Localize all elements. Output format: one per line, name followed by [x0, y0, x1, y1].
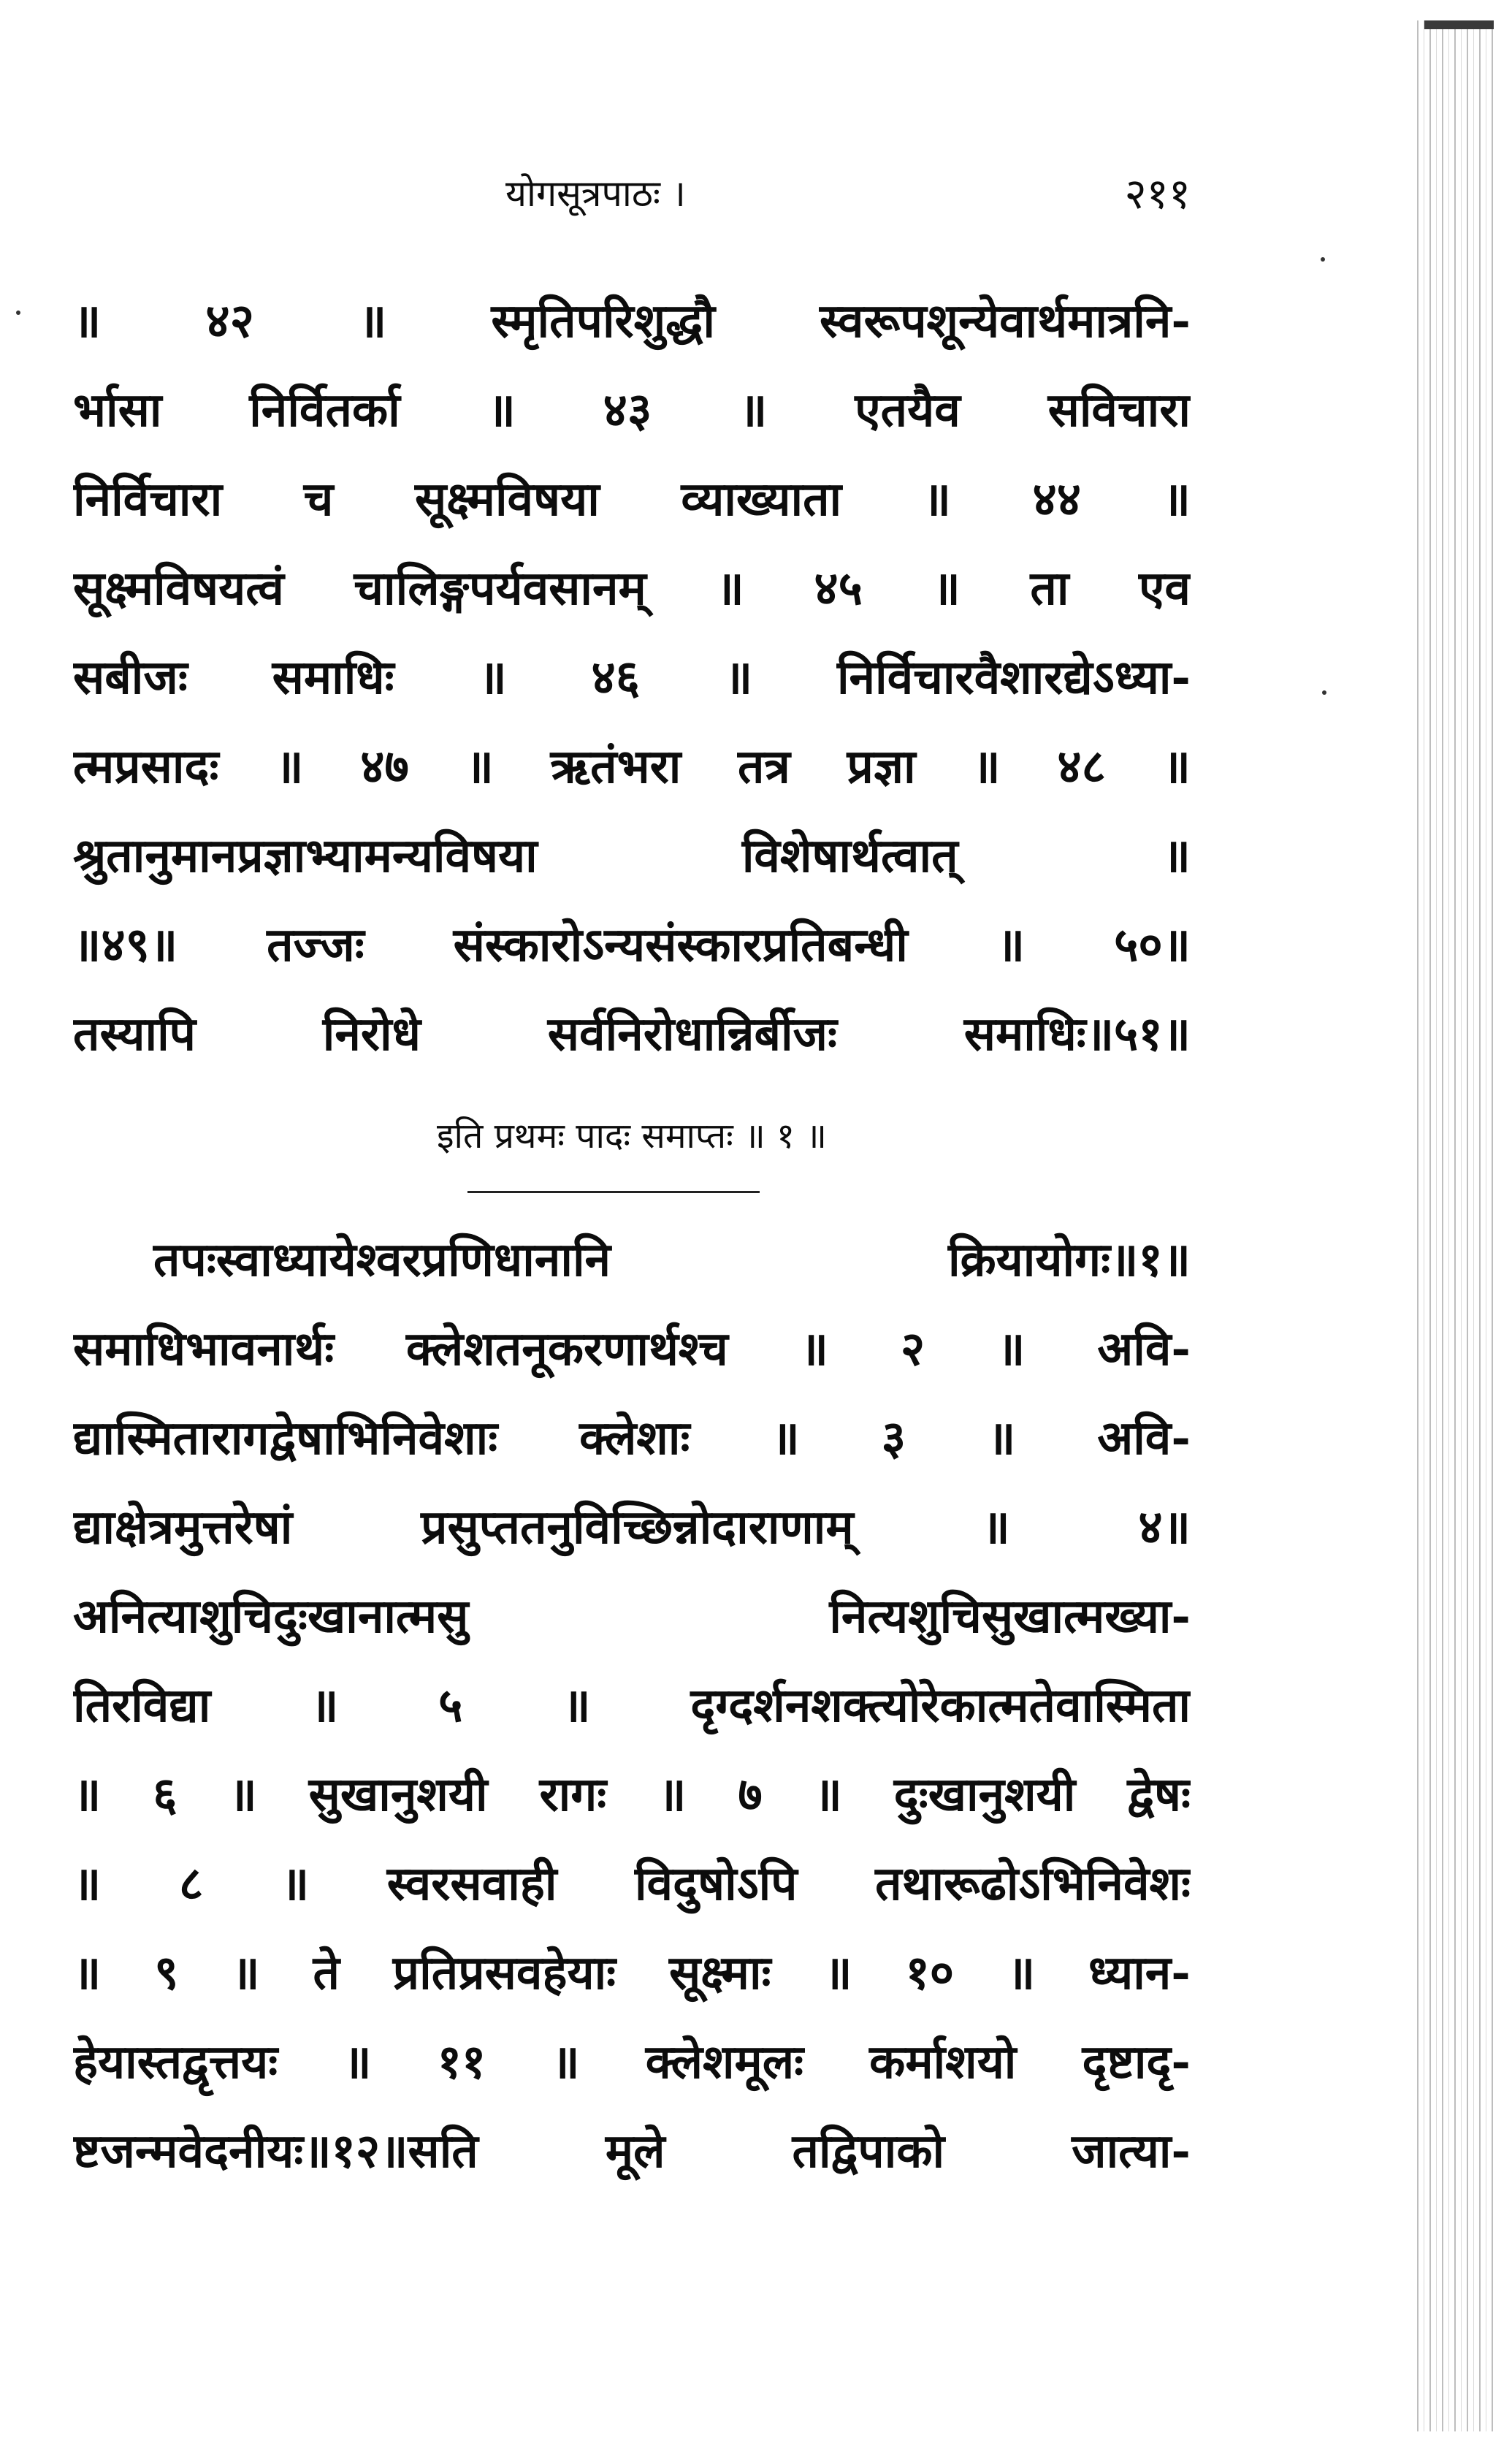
- word: ॥: [972, 739, 1001, 794]
- word: ४४: [1032, 471, 1082, 527]
- word: क्लेशमूलः: [645, 2034, 804, 2090]
- word: ॥४९॥: [73, 917, 178, 972]
- word: ॥: [275, 739, 304, 794]
- word: ॥: [1162, 828, 1191, 883]
- word: प्रतिप्रसवहेयाः: [392, 1945, 616, 2000]
- page-edge-shadow: [1417, 20, 1497, 2431]
- word: संस्कारोऽन्यसंस्कारप्रतिबन्धी: [453, 917, 908, 972]
- word: ॥: [771, 1410, 800, 1466]
- word: जात्या-: [1072, 2123, 1191, 2179]
- text-line: [73, 809, 1191, 898]
- word: ॥: [73, 293, 102, 348]
- text-line: [73, 1213, 1191, 1302]
- word: ४३: [603, 382, 652, 438]
- word: ॥: [562, 1677, 591, 1733]
- word: ॥: [1007, 1945, 1036, 2000]
- word: ॥: [997, 1321, 1026, 1376]
- word: ४२: [205, 293, 254, 348]
- word: ७: [738, 1767, 763, 1822]
- word: तथारूढोऽभिनिवेशः: [875, 1856, 1191, 1911]
- word: ३: [881, 1410, 906, 1466]
- word: सूक्ष्माः: [668, 1945, 771, 2000]
- page-edge-top-mark: [1424, 20, 1494, 29]
- running-title: योगसूत्रपाठः ।: [505, 172, 686, 215]
- word: ॥: [996, 917, 1026, 972]
- word: क्रियायोगः॥१॥: [947, 1232, 1191, 1287]
- word: अवि-: [1097, 1410, 1191, 1466]
- word: ९: [154, 1945, 179, 2000]
- word: ॥: [982, 1499, 1010, 1555]
- word: ८: [178, 1856, 204, 1911]
- text-line: [73, 452, 1191, 541]
- word: ॥: [923, 471, 951, 527]
- word: क्लेशाः: [579, 1410, 690, 1466]
- word: ॥: [359, 293, 387, 348]
- word: त्मप्रसादः: [73, 739, 219, 794]
- word: ५: [438, 1677, 463, 1733]
- section-divider: [467, 1191, 760, 1193]
- word: नित्यशुचिसुखात्मख्या-: [829, 1588, 1191, 1644]
- text-line: [73, 631, 1191, 720]
- word: ष्टजन्मवेदनीयः॥१२॥सति: [73, 2123, 478, 2179]
- word: प्रज्ञा: [847, 739, 916, 794]
- word: निर्विचारवैशारद्येऽध्या-: [836, 650, 1191, 705]
- word: १०: [905, 1945, 955, 2000]
- word: एव: [1139, 560, 1191, 616]
- word: च: [303, 471, 334, 527]
- word: निर्वितर्का: [249, 382, 400, 438]
- word: क्लेशतनूकरणार्थश्च: [406, 1321, 728, 1376]
- word: श्रुतानुमानप्रज्ञाभ्यामन्यविषया: [73, 828, 538, 883]
- word: ॥: [73, 1945, 102, 2000]
- word: तस्यापि: [73, 1006, 196, 1062]
- word: ॥: [1162, 739, 1191, 794]
- text-line: [73, 1480, 1191, 1569]
- word: एतयैव: [855, 382, 961, 438]
- word: ऋतंभरा: [550, 739, 681, 794]
- text-line: [73, 1302, 1191, 1391]
- word: समाधिभावनार्थः: [73, 1321, 335, 1376]
- word: दृग्दर्शनशक्त्योरेकात्मतेवास्मिता: [690, 1677, 1191, 1733]
- word: अवि-: [1097, 1321, 1191, 1376]
- word: ध्यान-: [1088, 1945, 1191, 2000]
- text-line: [73, 1837, 1191, 1926]
- word: ॥: [739, 382, 768, 438]
- text-line: [73, 274, 1191, 363]
- word: व्याख्याता: [681, 471, 842, 527]
- word: ४॥: [1138, 1499, 1191, 1555]
- word: स्वरूपशून्येवार्थमात्रनि-: [820, 293, 1191, 348]
- word: र्भासा: [73, 382, 162, 438]
- scan-speck: [1322, 690, 1326, 695]
- scan-speck: [1321, 257, 1325, 262]
- word: रागः: [539, 1767, 607, 1822]
- word: ॥: [73, 1856, 102, 1911]
- word: ॥: [824, 1945, 852, 2000]
- word: विशेषार्थत्वात्: [741, 828, 958, 883]
- word: हेयास्तद्वृत्तयः: [73, 2034, 278, 2090]
- word: ६: [153, 1767, 177, 1822]
- word: सूक्ष्मविषयत्वं: [73, 560, 284, 616]
- text-block-pada-1-end: [73, 274, 1191, 1076]
- word: सूक्ष्मविषया: [414, 471, 600, 527]
- word: द्यास्मितारागद्वेषाभिनिवेशाः: [73, 1410, 498, 1466]
- word: सर्वनिरोधान्निर्बीजः: [547, 1006, 837, 1062]
- word: ॥: [932, 560, 961, 616]
- word: ॥: [658, 1767, 687, 1822]
- word: अनित्याशुचिदुःखानात्मसु: [73, 1588, 469, 1644]
- running-header: [73, 164, 1191, 223]
- word: निर्विचारा: [73, 471, 223, 527]
- word: ॥: [343, 2034, 372, 2090]
- word: विदुषोऽपि: [634, 1856, 798, 1911]
- word: ते: [313, 1945, 340, 2000]
- word: ॥: [280, 1856, 310, 1911]
- word: तिरविद्या: [73, 1677, 211, 1733]
- word: तज्जः: [267, 917, 364, 972]
- word: ११: [437, 2034, 486, 2090]
- text-line: [73, 720, 1191, 809]
- text-line: [73, 541, 1191, 631]
- pada-colophon: इति प्रथमः पादः समाप्तः ॥ १ ॥: [436, 1116, 828, 1157]
- word: सुखानुशयी: [308, 1767, 488, 1822]
- word: द्वेषः: [1127, 1767, 1191, 1822]
- word: ४५: [814, 560, 863, 616]
- text-line: [73, 1926, 1191, 2015]
- text-line: [73, 363, 1191, 452]
- word: ॥: [229, 1767, 257, 1822]
- word: कर्माशयो: [869, 2034, 1017, 2090]
- scan-speck: [16, 311, 20, 315]
- word: प्रसुप्ततनुविच्छिन्नोदाराणाम्: [421, 1499, 854, 1555]
- word: ४६: [591, 650, 641, 705]
- text-line: [73, 1391, 1191, 1480]
- word: २: [900, 1321, 925, 1376]
- word: ॥: [487, 382, 516, 438]
- text-line: [73, 898, 1191, 987]
- word: ॥: [73, 1767, 102, 1822]
- word: ॥: [716, 560, 744, 616]
- word: ४७: [360, 739, 409, 794]
- word: ॥: [814, 1767, 842, 1822]
- text-line: [73, 2104, 1191, 2193]
- word: ॥: [987, 1410, 1016, 1466]
- word: ४८: [1057, 739, 1106, 794]
- text-line: [73, 1569, 1191, 1658]
- word: ॥: [800, 1321, 828, 1376]
- text-line: [73, 2015, 1191, 2104]
- word: मूले: [605, 2123, 665, 2179]
- word: तत्र: [738, 739, 790, 794]
- text-line: [73, 987, 1191, 1076]
- word: सविचारा: [1047, 382, 1191, 438]
- word: समाधिः: [272, 650, 394, 705]
- page-number: २११: [1124, 169, 1191, 218]
- word: द्याक्षेत्रमुत्तरेषां: [73, 1499, 293, 1555]
- word: ॥: [724, 650, 753, 705]
- word: ॥: [465, 739, 494, 794]
- word: ॥: [478, 650, 507, 705]
- text-block-pada-2-start: [73, 1213, 1191, 2193]
- word: दुःखानुशयी: [893, 1767, 1076, 1822]
- text-line: [73, 1748, 1191, 1837]
- word: ॥: [1162, 471, 1191, 527]
- word: समाधिः॥५१॥: [963, 1006, 1191, 1062]
- word: स्वरसवाही: [386, 1856, 557, 1911]
- word: ॥: [551, 2034, 580, 2090]
- word: दृष्टादृ-: [1082, 2034, 1191, 2090]
- word: ॥: [310, 1677, 339, 1733]
- word: स्मृतिपरिशुद्धौ: [491, 293, 715, 348]
- word: सबीजः: [73, 650, 188, 705]
- word: ५०॥: [1114, 917, 1191, 972]
- word: तद्विपाको: [792, 2123, 945, 2179]
- word: निरोधे: [322, 1006, 421, 1062]
- text-line: [73, 1658, 1191, 1748]
- word: ता: [1030, 560, 1069, 616]
- word: तपःस्वाध्यायेश्वरप्रणिधानानि: [153, 1232, 611, 1287]
- word: चालिङ्गपर्यवसानम्: [354, 560, 646, 616]
- word: ॥: [232, 1945, 260, 2000]
